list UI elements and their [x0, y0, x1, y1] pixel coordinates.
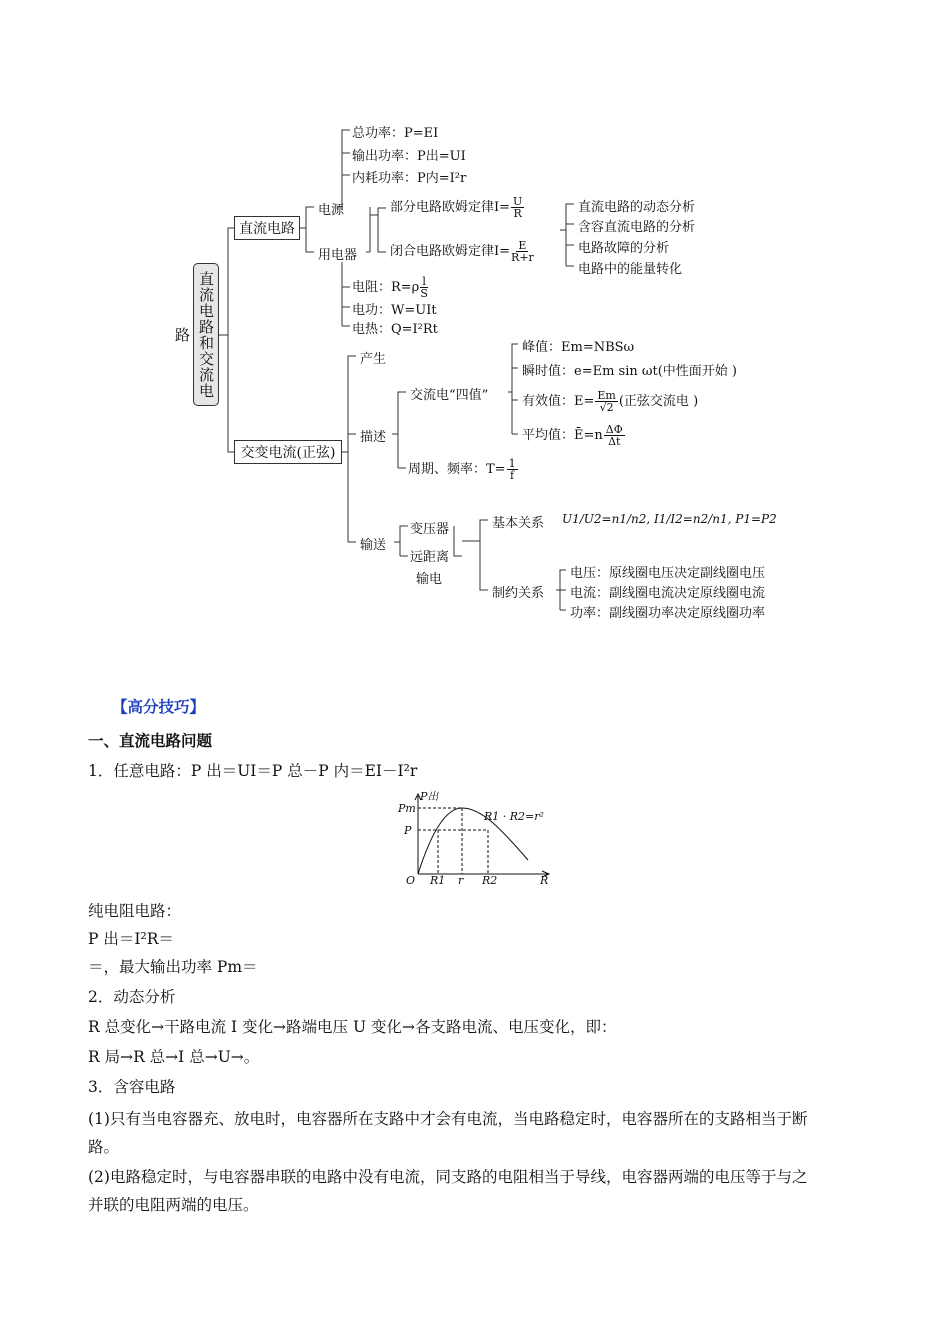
graph-r2: R2 [482, 874, 498, 887]
graph-p-label: P [404, 824, 412, 837]
capacitor-rule-2-cont: 并联的电阻两端的电压。 [88, 1196, 259, 1214]
period-frequency: 周期、频率：T= $\frac{1}{f}$ [408, 457, 516, 482]
capacitor-rule-1-cont: 路。 [88, 1138, 120, 1156]
long-distance-node: 远距离 [410, 550, 450, 565]
peak-value: 峰值：Em=NBSω [522, 340, 635, 355]
dynamic-line-2: R 局→R 总→I 总→U→。 [88, 1048, 260, 1066]
dynamic-line-1: R 总变化→干路电流 I 变化→路端电压 U 变化→各支路电流、电压变化，即： [88, 1018, 617, 1036]
heading-dc-problems: 一、直流电路问题 [88, 731, 213, 750]
analysis-item: 直流电路的动态分析 [578, 200, 696, 215]
basic-relation: 基本关系 [492, 516, 545, 531]
graph-x-label: R [540, 874, 549, 887]
basic-relation-formula: U1/U2=n1/n2, I1/I2=n2/n1, P1=P2 [562, 512, 777, 526]
graph-pm-label: Pm [398, 802, 416, 815]
instant-value: 瞬时值：e=Em sin ωt(中性面开始 ) [522, 364, 737, 379]
item-capacitor-circuit: 3．含容电路 [88, 1078, 176, 1096]
constraint-item: 功率：副线圈功率决定原线圈功率 [570, 606, 766, 621]
power-resistance-graph [392, 790, 562, 890]
ohm-partial: 部分电路欧姆定律I= $\frac{U}{R}$ [390, 195, 523, 220]
source-item: 总功率：P=EI [352, 126, 439, 141]
formula-pm: ＝，最大输出功率 Pm＝ [88, 958, 258, 976]
average-value: 平均值：Ē=n $\frac{\Delta\Phi}{\Delta t}$ [522, 423, 623, 448]
section-tag: 【高分技巧】 [112, 697, 206, 716]
work-formula: 电功：W=UIt [352, 303, 437, 318]
pure-resistance-label: 纯电阻电路： [88, 902, 182, 920]
graph-origin: O [406, 874, 416, 887]
capacitor-rule-1: (1)只有当电容器充、放电时，电容器所在支路中才会有电流，当电路稳定时，电容器所在的支路相当于断 [88, 1110, 808, 1128]
mindmap-connectors [0, 0, 950, 640]
transmit-node: 输送 [360, 538, 387, 553]
analysis-item: 电路中的能量转化 [578, 262, 683, 277]
analysis-item: 含容直流电路的分析 [578, 220, 696, 235]
capacitor-rule-2: (2)电路稳定时，与电容器串联的电路中没有电流，同支路的电阻相当于导线，电容器两端的电压等于与之 [88, 1168, 808, 1186]
dc-circuit-node: 直流电路 [234, 216, 300, 240]
formula-pout: P 出＝I²R＝ [88, 930, 174, 948]
source-item: 内耗功率：P内=I²r [352, 171, 467, 186]
graph-y-label: P出 [420, 790, 439, 803]
ac-current-node: 交变电流(正弦) [234, 440, 342, 464]
long-distance-node-line2: 输电 [416, 572, 443, 587]
source-item: 输出功率：P出=UI [352, 149, 466, 164]
analysis-item: 电路故障的分析 [578, 241, 670, 256]
item-any-circuit: 1．任意电路：P 出＝UI＝P 总－P 内＝EI－I²r [88, 762, 418, 780]
four-values-node: 交流电“四值” [410, 388, 489, 403]
ohm-closed: 闭合电路欧姆定律I= $\frac{E}{R+r}$ [390, 239, 534, 264]
source-node: 电源 [318, 203, 345, 218]
item-dynamic-analysis: 2．动态分析 [88, 988, 176, 1006]
describe-node: 描述 [360, 430, 387, 445]
constraint-relation: 制约关系 [492, 586, 545, 601]
graph-r: r [458, 874, 464, 887]
produce-node: 产生 [360, 352, 387, 367]
appliance-node: 用电器 [318, 248, 358, 263]
effective-value: 有效值：E= $\frac{Em}{√2}$ (正弦交流电 ) [522, 389, 699, 414]
heat-formula: 电热：Q=I²Rt [352, 322, 438, 337]
transformer-node: 变压器 [410, 522, 450, 537]
mindmap-root: 直流电路和交流电路 [193, 263, 219, 406]
resistance-formula: 电阻：R=ρ $\frac{l}{S}$ [352, 275, 428, 300]
constraint-item: 电压：原线圈电压决定副线圈电压 [570, 566, 766, 581]
graph-relation: R1 · R2=r² [484, 810, 544, 823]
graph-r1: R1 [430, 874, 446, 887]
constraint-item: 电流：副线圈电流决定原线圈电流 [570, 586, 766, 601]
